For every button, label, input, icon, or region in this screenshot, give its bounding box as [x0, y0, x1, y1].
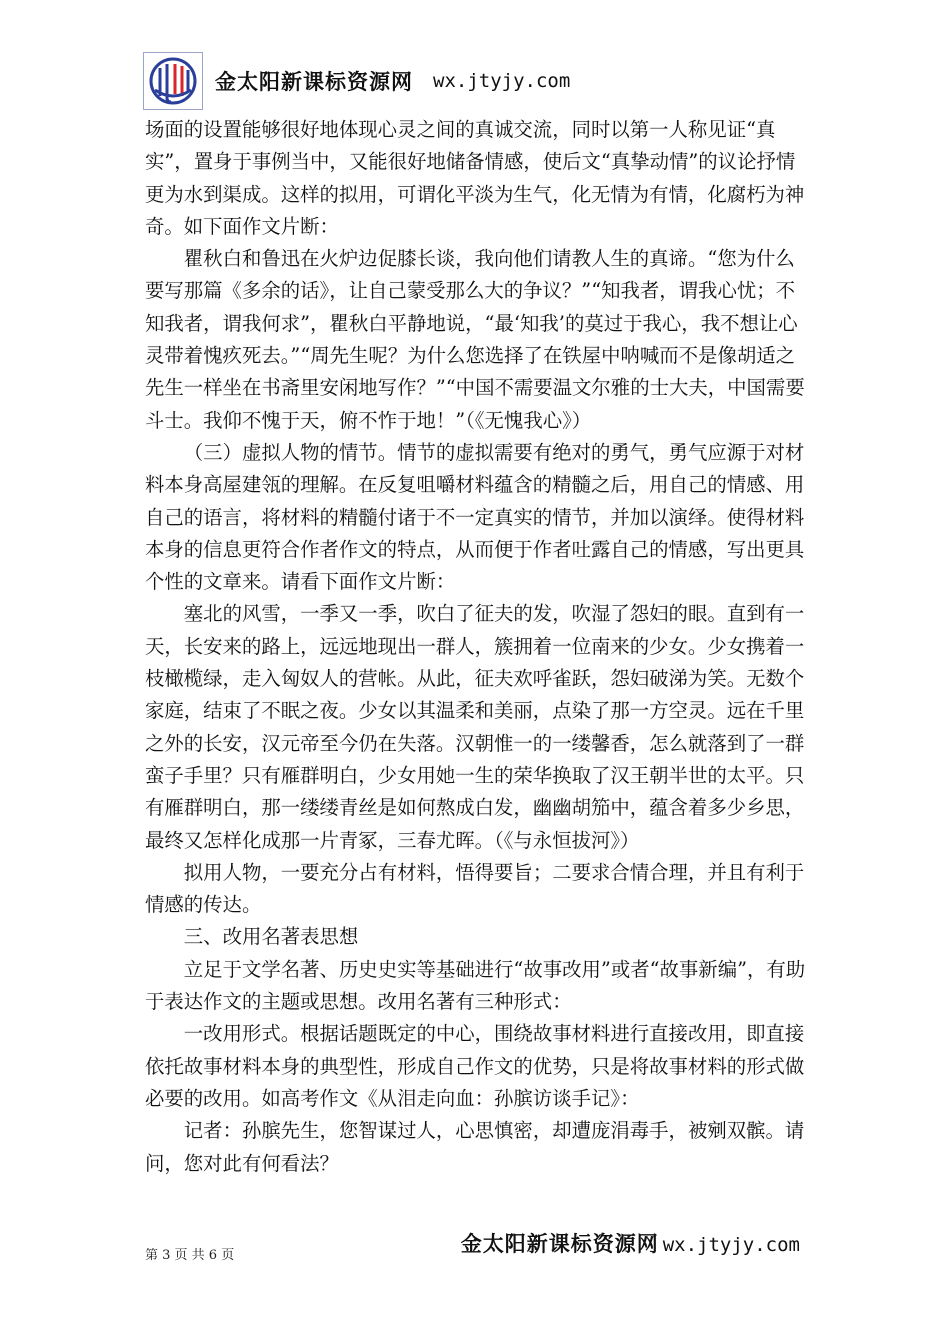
footer-site-url: wx.jtyjy.com	[662, 1234, 800, 1256]
header-site-name: 金太阳新课标资源网	[215, 70, 413, 94]
document-body	[145, 114, 811, 1180]
paragraph: 一改用形式。根据话题既定的中心，围绕故事材料进行直接改用，即直接依托故事材料本身的典型性，形成自己作文的优势，只是将故事材料的形式做必要的改用。如高考作文《从泪走向血：孙膑访谈手记》：	[145, 1022, 805, 1110]
page-header	[143, 50, 570, 112]
header-site-url: wx.jtyjy.com	[433, 70, 571, 92]
footer-site-name: 金太阳新课标资源网	[460, 1232, 659, 1256]
paragraph: 场面的设置能够很好地体现心灵之间的真诚交流，同时以第一人称见证“真实”，置身于事例当中，又能很好地储备情感，使后文“真挚动情”的议论抒情更为水到渠成。这样的拟用，可谓化平淡为生气，化无情为有情，化腐朽为神奇。如下面作文片断：	[145, 118, 805, 238]
site-logo	[143, 52, 203, 110]
paragraph: 塞北的风雪，一季又一季，吹白了征夫的发，吹湿了怨妇的眼。直到有一天，长安来的路上，远远地现出一群人，簇拥着一位南来的少女。少女携着一枝橄榄绿，走入匈奴人的营帐。从此，征夫欢呼雀跃，怨妇破涕为笑。无数个家庭，结束了不眠之夜。少女以其温柔和美丽，点染了那一方空灵。远在千里之外的长安，汉元帝至今仍在失落。汉朝惟一的一缕馨香，怎么就落到了一群蛮子手里？只有雁群明白，少女用她一生的荣华换取了汉王朝半世的太平。只有雁群明白，那一缕缕青丝是如何熬成白发，幽幽胡笳中，蕴含着多少乡思，最终又怎样化成那一片青冢，三春尤晖。（《与永恒拔河》）	[145, 602, 805, 852]
logo-icon	[147, 56, 199, 106]
page-footer	[461, 1228, 800, 1258]
paragraph: 立足于文学名著、历史史实等基础进行“故事改用”或者“故事新编”，有助于表达作文的主题或思想。改用名著有三种形式：	[145, 957, 806, 1014]
section-heading: 三、改用名著表思想	[183, 925, 359, 949]
page-number: 第 3 页 共 6 页	[145, 1248, 235, 1263]
paragraph: 瞿秋白和鲁迅在火炉边促膝长谈，我向他们请教人生的真谛。“您为什么要写那篇《多余的话》，让自己蒙受那么大的争议？”“知我者，谓我心忧；不知我者，谓我何求”，瞿秋白平静地说，“最‘知我’的莫过于我心，我不想让心灵带着愧疚死去。”“周先生呢？为什么您选择了在铁屋中呐喊而不是像胡适之先生一样坐在书斋里安闲地写作？”“中国不需要温文尔雅的士大夫，中国需要斗士。我仰不愧于天，俯不怍于地！”（《无愧我心》）	[145, 247, 805, 432]
paragraph: 记者：孙膑先生，您智谋过人，心思慎密，却遭庞涓毒手，被剜双髌。请问，您对此有何看法？	[145, 1119, 805, 1175]
paragraph: （三）虚拟人物的情节。情节的虚拟需要有绝对的勇气，勇气应源于对材料本身高屋建瓴的理解。在反复咀嚼材料蕴含的精髓之后，用自己的情感、用自己的语言，将材料的精髓付诸于不一定真实的情节，并加以演绎。使得材料本身的信息更符合作者作文的特点，从而便于作者吐露自己的情感，写出更具个性的文章来。请看下面作文片断：	[145, 440, 805, 594]
paragraph: 拟用人物，一要充分占有材料，悟得要旨；二要求合情合理，并且有利于情感的传达。	[145, 860, 805, 917]
